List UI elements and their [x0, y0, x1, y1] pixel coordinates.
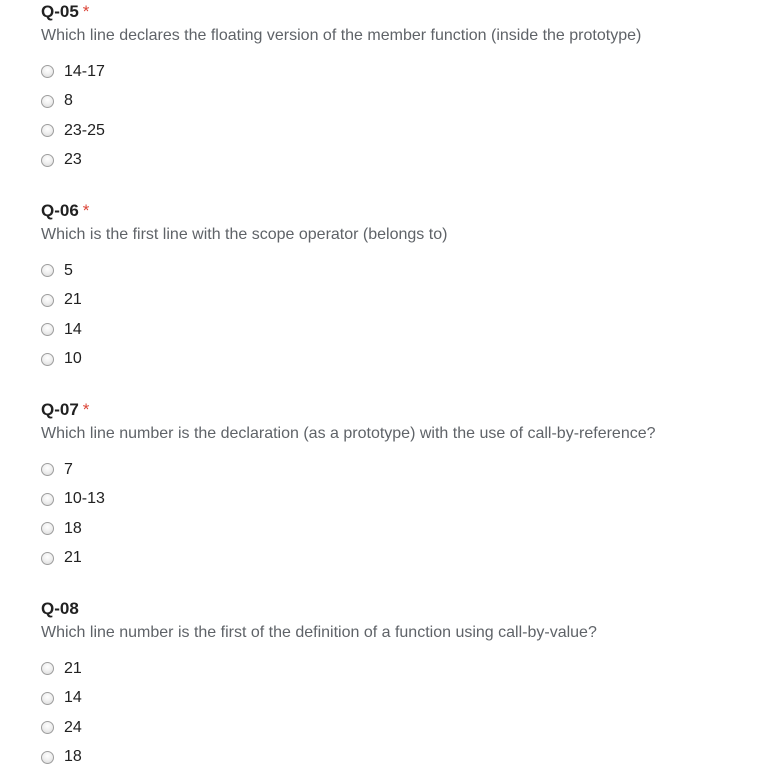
option-label[interactable]: 21	[64, 549, 82, 567]
radio-button[interactable]	[41, 294, 54, 307]
option-row[interactable]	[41, 315, 761, 345]
question-text: Which line number is the declaration (as a prototype) with the use of call-by-reference?	[41, 425, 656, 442]
radio-button[interactable]	[41, 493, 54, 506]
question-number: Q-07	[41, 400, 79, 419]
option-row[interactable]	[41, 57, 761, 87]
option-label[interactable]: 21	[64, 659, 82, 677]
question-text: Which line declares the floating version of the member function (inside the prototype)	[41, 27, 642, 44]
radio-button[interactable]	[41, 353, 54, 366]
required-asterisk: *	[82, 400, 90, 419]
option-label[interactable]: 10	[64, 350, 82, 368]
option-label[interactable]: 8	[64, 92, 73, 110]
radio-button[interactable]	[41, 662, 54, 675]
radio-button[interactable]	[41, 124, 54, 137]
radio-button[interactable]	[41, 323, 54, 336]
required-asterisk: *	[82, 201, 90, 220]
option-row[interactable]	[41, 345, 761, 375]
question-title	[41, 1, 761, 23]
question-title	[41, 598, 761, 620]
option-row[interactable]	[41, 286, 761, 316]
radio-button[interactable]	[41, 264, 54, 277]
required-asterisk: *	[82, 2, 90, 21]
radio-button[interactable]	[41, 522, 54, 535]
option-label[interactable]: 24	[64, 718, 82, 736]
question-number: Q-06	[41, 201, 79, 220]
option-row[interactable]	[41, 544, 761, 574]
option-row[interactable]	[41, 514, 761, 544]
option-row[interactable]	[41, 654, 761, 684]
option-row[interactable]	[41, 455, 761, 485]
option-group	[41, 455, 761, 573]
option-label[interactable]: 18	[64, 519, 82, 537]
option-row[interactable]	[41, 713, 761, 743]
option-row[interactable]	[41, 743, 761, 773]
question-q05	[41, 1, 761, 175]
radio-button[interactable]	[41, 552, 54, 565]
option-label[interactable]: 14-17	[64, 62, 105, 80]
option-row[interactable]	[41, 256, 761, 286]
question-number: Q-08	[41, 599, 79, 618]
option-group	[41, 57, 761, 175]
option-label[interactable]: 10-13	[64, 490, 105, 508]
question-text: Which line number is the first of the definition of a function using call-by-value?	[41, 624, 597, 641]
radio-button[interactable]	[41, 463, 54, 476]
question-title	[41, 200, 761, 222]
question-q08	[41, 598, 761, 772]
option-group	[41, 654, 761, 772]
option-row[interactable]	[41, 684, 761, 714]
option-label[interactable]: 14	[64, 320, 82, 338]
option-label[interactable]: 18	[64, 748, 82, 766]
question-number: Q-05	[41, 2, 79, 21]
option-label[interactable]: 23	[64, 151, 82, 169]
option-label[interactable]: 14	[64, 689, 82, 707]
option-row[interactable]	[41, 485, 761, 515]
option-label[interactable]: 21	[64, 291, 82, 309]
option-label[interactable]: 5	[64, 261, 73, 279]
option-label[interactable]: 7	[64, 460, 73, 478]
question-title	[41, 399, 761, 421]
question-text: Which is the first line with the scope operator (belongs to)	[41, 226, 448, 243]
radio-button[interactable]	[41, 692, 54, 705]
question-q07	[41, 399, 761, 573]
radio-button[interactable]	[41, 751, 54, 764]
radio-button[interactable]	[41, 721, 54, 734]
radio-button[interactable]	[41, 65, 54, 78]
question-q06	[41, 200, 761, 374]
option-label[interactable]: 23-25	[64, 121, 105, 139]
option-group	[41, 256, 761, 374]
option-row[interactable]	[41, 87, 761, 117]
option-row[interactable]	[41, 116, 761, 146]
radio-button[interactable]	[41, 95, 54, 108]
radio-button[interactable]	[41, 154, 54, 167]
option-row[interactable]	[41, 146, 761, 176]
